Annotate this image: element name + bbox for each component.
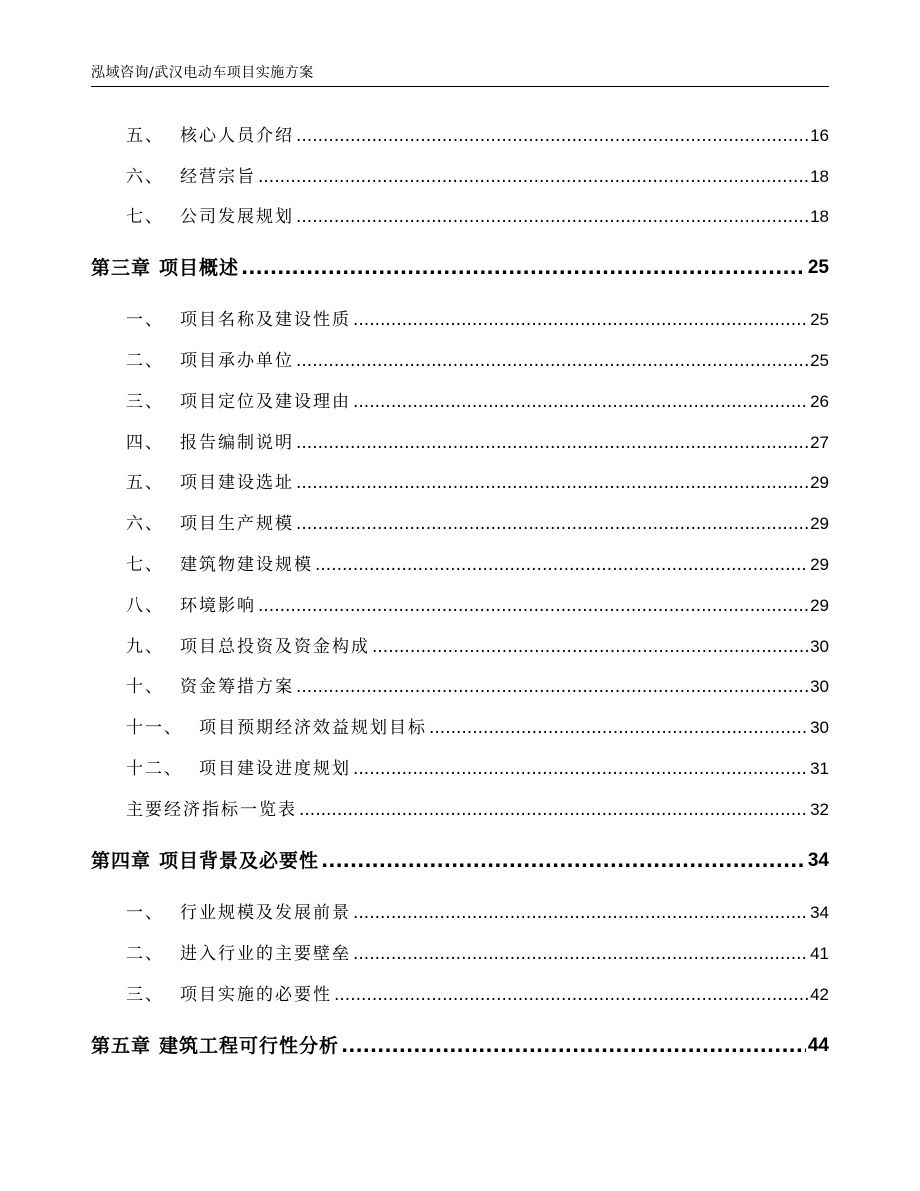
toc-entry[interactable] bbox=[126, 308, 829, 332]
toc-entry-page: 18 bbox=[810, 167, 829, 186]
toc-entry-title: 建筑物建设规模 bbox=[180, 555, 313, 575]
toc-entry-number: 八、 bbox=[126, 596, 164, 616]
toc-dot-leader bbox=[296, 512, 808, 536]
toc-entry-title: 行业规模及发展前景 bbox=[180, 903, 351, 923]
toc-entry-number: 十二、 bbox=[126, 759, 183, 779]
toc-dot-leader bbox=[429, 716, 808, 740]
toc-dot-leader bbox=[353, 757, 808, 781]
toc-chapter-title: 项目概述 bbox=[159, 257, 240, 279]
toc-entry-number: 五、 bbox=[126, 473, 164, 493]
toc-entry-page: 30 bbox=[810, 718, 829, 737]
toc-entry[interactable] bbox=[126, 165, 829, 189]
toc-entry-number: 三、 bbox=[126, 392, 164, 412]
toc-entry-title: 环境影响 bbox=[180, 596, 256, 616]
toc-entry[interactable] bbox=[126, 124, 829, 148]
toc-dot-leader bbox=[341, 1034, 806, 1058]
toc-entry-title: 经营宗旨 bbox=[180, 167, 256, 187]
toc-dot-leader bbox=[372, 635, 808, 659]
toc-chapter-number: 第四章 bbox=[91, 850, 152, 872]
toc-entry-number: 七、 bbox=[126, 555, 164, 575]
toc-entry-page: 18 bbox=[810, 207, 829, 226]
toc-dot-leader bbox=[334, 983, 808, 1007]
header-title: 泓域咨询/武汉电动车项目实施方案 bbox=[91, 65, 314, 81]
toc-dot-leader bbox=[241, 256, 806, 280]
toc-dot-leader bbox=[296, 431, 808, 455]
toc-entry-title: 进入行业的主要壁垒 bbox=[180, 944, 351, 964]
toc-dot-leader bbox=[296, 205, 808, 229]
toc-entry-number: 二、 bbox=[126, 944, 164, 964]
toc-dot-leader bbox=[258, 165, 808, 189]
toc-entry-title: 主要经济指标一览表 bbox=[126, 800, 297, 820]
toc-dot-leader bbox=[296, 124, 808, 148]
toc-entry-page: 32 bbox=[810, 800, 829, 819]
toc-entry-title: 项目实施的必要性 bbox=[180, 985, 332, 1005]
toc-entry-page: 31 bbox=[810, 759, 829, 778]
toc-dot-leader bbox=[296, 675, 808, 699]
toc-dot-leader bbox=[315, 553, 808, 577]
toc-entry[interactable] bbox=[126, 390, 829, 414]
toc-entry-page: 41 bbox=[810, 944, 829, 963]
toc-entry-number: 六、 bbox=[126, 167, 164, 187]
toc-dot-leader bbox=[296, 349, 808, 373]
toc-dot-leader bbox=[353, 390, 808, 414]
toc-entry[interactable] bbox=[126, 675, 829, 699]
toc-entry-page: 29 bbox=[810, 596, 829, 615]
toc-dot-leader bbox=[321, 849, 806, 873]
toc-entry-title: 项目生产规模 bbox=[180, 514, 294, 534]
toc-chapter-entry[interactable] bbox=[91, 1034, 829, 1058]
toc-entry[interactable] bbox=[126, 635, 829, 659]
toc-entry[interactable] bbox=[126, 716, 829, 740]
toc-chapter-page: 25 bbox=[807, 257, 829, 278]
toc-entry-page: 26 bbox=[810, 392, 829, 411]
toc-entry[interactable] bbox=[126, 553, 829, 577]
toc-entry-title: 项目承办单位 bbox=[180, 351, 294, 371]
toc-entry[interactable] bbox=[126, 594, 829, 618]
toc-entry-title: 项目定位及建设理由 bbox=[180, 392, 351, 412]
toc-entry[interactable] bbox=[126, 205, 829, 229]
toc-entry-page: 30 bbox=[810, 637, 829, 656]
toc-dot-leader bbox=[299, 798, 808, 822]
toc-entry[interactable] bbox=[126, 942, 829, 966]
toc-entry-number: 七、 bbox=[126, 207, 164, 227]
toc-entry-number: 十一、 bbox=[126, 718, 183, 738]
toc-chapter-title: 项目背景及必要性 bbox=[159, 850, 320, 872]
toc-chapter-entry[interactable] bbox=[91, 256, 829, 280]
toc-dot-leader bbox=[258, 594, 808, 618]
toc-dot-leader bbox=[353, 942, 808, 966]
toc-entry[interactable] bbox=[126, 983, 829, 1007]
toc-entry-number: 三、 bbox=[126, 985, 164, 1005]
toc-entry[interactable] bbox=[126, 512, 829, 536]
toc-entry-number: 一、 bbox=[126, 903, 164, 923]
toc-entry-title: 项目总投资及资金构成 bbox=[180, 637, 370, 657]
toc-chapter-number: 第三章 bbox=[91, 257, 152, 279]
toc-entry[interactable] bbox=[126, 471, 829, 495]
toc-entry[interactable] bbox=[126, 431, 829, 455]
toc-entry-title: 资金筹措方案 bbox=[180, 677, 294, 697]
toc-dot-leader bbox=[353, 901, 808, 925]
toc-chapter-number: 第五章 bbox=[91, 1035, 152, 1057]
toc-entry-number: 一、 bbox=[126, 310, 164, 330]
toc-chapter-entry[interactable] bbox=[91, 849, 829, 873]
toc-entry-page: 34 bbox=[810, 903, 829, 922]
toc-entry-page: 16 bbox=[810, 126, 829, 145]
toc-dot-leader bbox=[353, 308, 808, 332]
toc-entry-page: 25 bbox=[810, 351, 829, 370]
toc-entry-title: 项目建设选址 bbox=[180, 473, 294, 493]
toc-entry[interactable] bbox=[126, 349, 829, 373]
toc-entry-page: 27 bbox=[810, 433, 829, 452]
toc-entry-number: 二、 bbox=[126, 351, 164, 371]
toc-entry-title: 报告编制说明 bbox=[180, 433, 294, 453]
toc-chapter-title: 建筑工程可行性分析 bbox=[159, 1035, 340, 1057]
toc-entry-title: 项目建设进度规划 bbox=[199, 759, 351, 779]
toc-entry-number: 九、 bbox=[126, 637, 164, 657]
toc-chapter-page: 44 bbox=[807, 1035, 829, 1056]
toc-entry[interactable] bbox=[126, 901, 829, 925]
toc-dot-leader bbox=[296, 471, 808, 495]
toc-entry-number: 六、 bbox=[126, 514, 164, 534]
toc-entry-number: 四、 bbox=[126, 433, 164, 453]
toc-entry-page: 29 bbox=[810, 473, 829, 492]
toc-entry-page: 25 bbox=[810, 310, 829, 329]
toc-entry-title: 项目名称及建设性质 bbox=[180, 310, 351, 330]
toc-entry-title: 核心人员介绍 bbox=[180, 126, 294, 146]
toc-entry-page: 29 bbox=[810, 555, 829, 574]
toc-entry-page: 29 bbox=[810, 514, 829, 533]
toc-entry-title: 项目预期经济效益规划目标 bbox=[199, 718, 427, 738]
toc-entry-number: 十、 bbox=[126, 677, 164, 697]
toc-entry-page: 42 bbox=[810, 985, 829, 1004]
toc-entry[interactable] bbox=[126, 798, 829, 822]
toc-chapter-page: 34 bbox=[807, 850, 829, 871]
toc-entry-number: 五、 bbox=[126, 126, 164, 146]
toc-entry-page: 30 bbox=[810, 677, 829, 696]
toc-entry[interactable] bbox=[126, 757, 829, 781]
toc-entry-title: 公司发展规划 bbox=[180, 207, 294, 227]
